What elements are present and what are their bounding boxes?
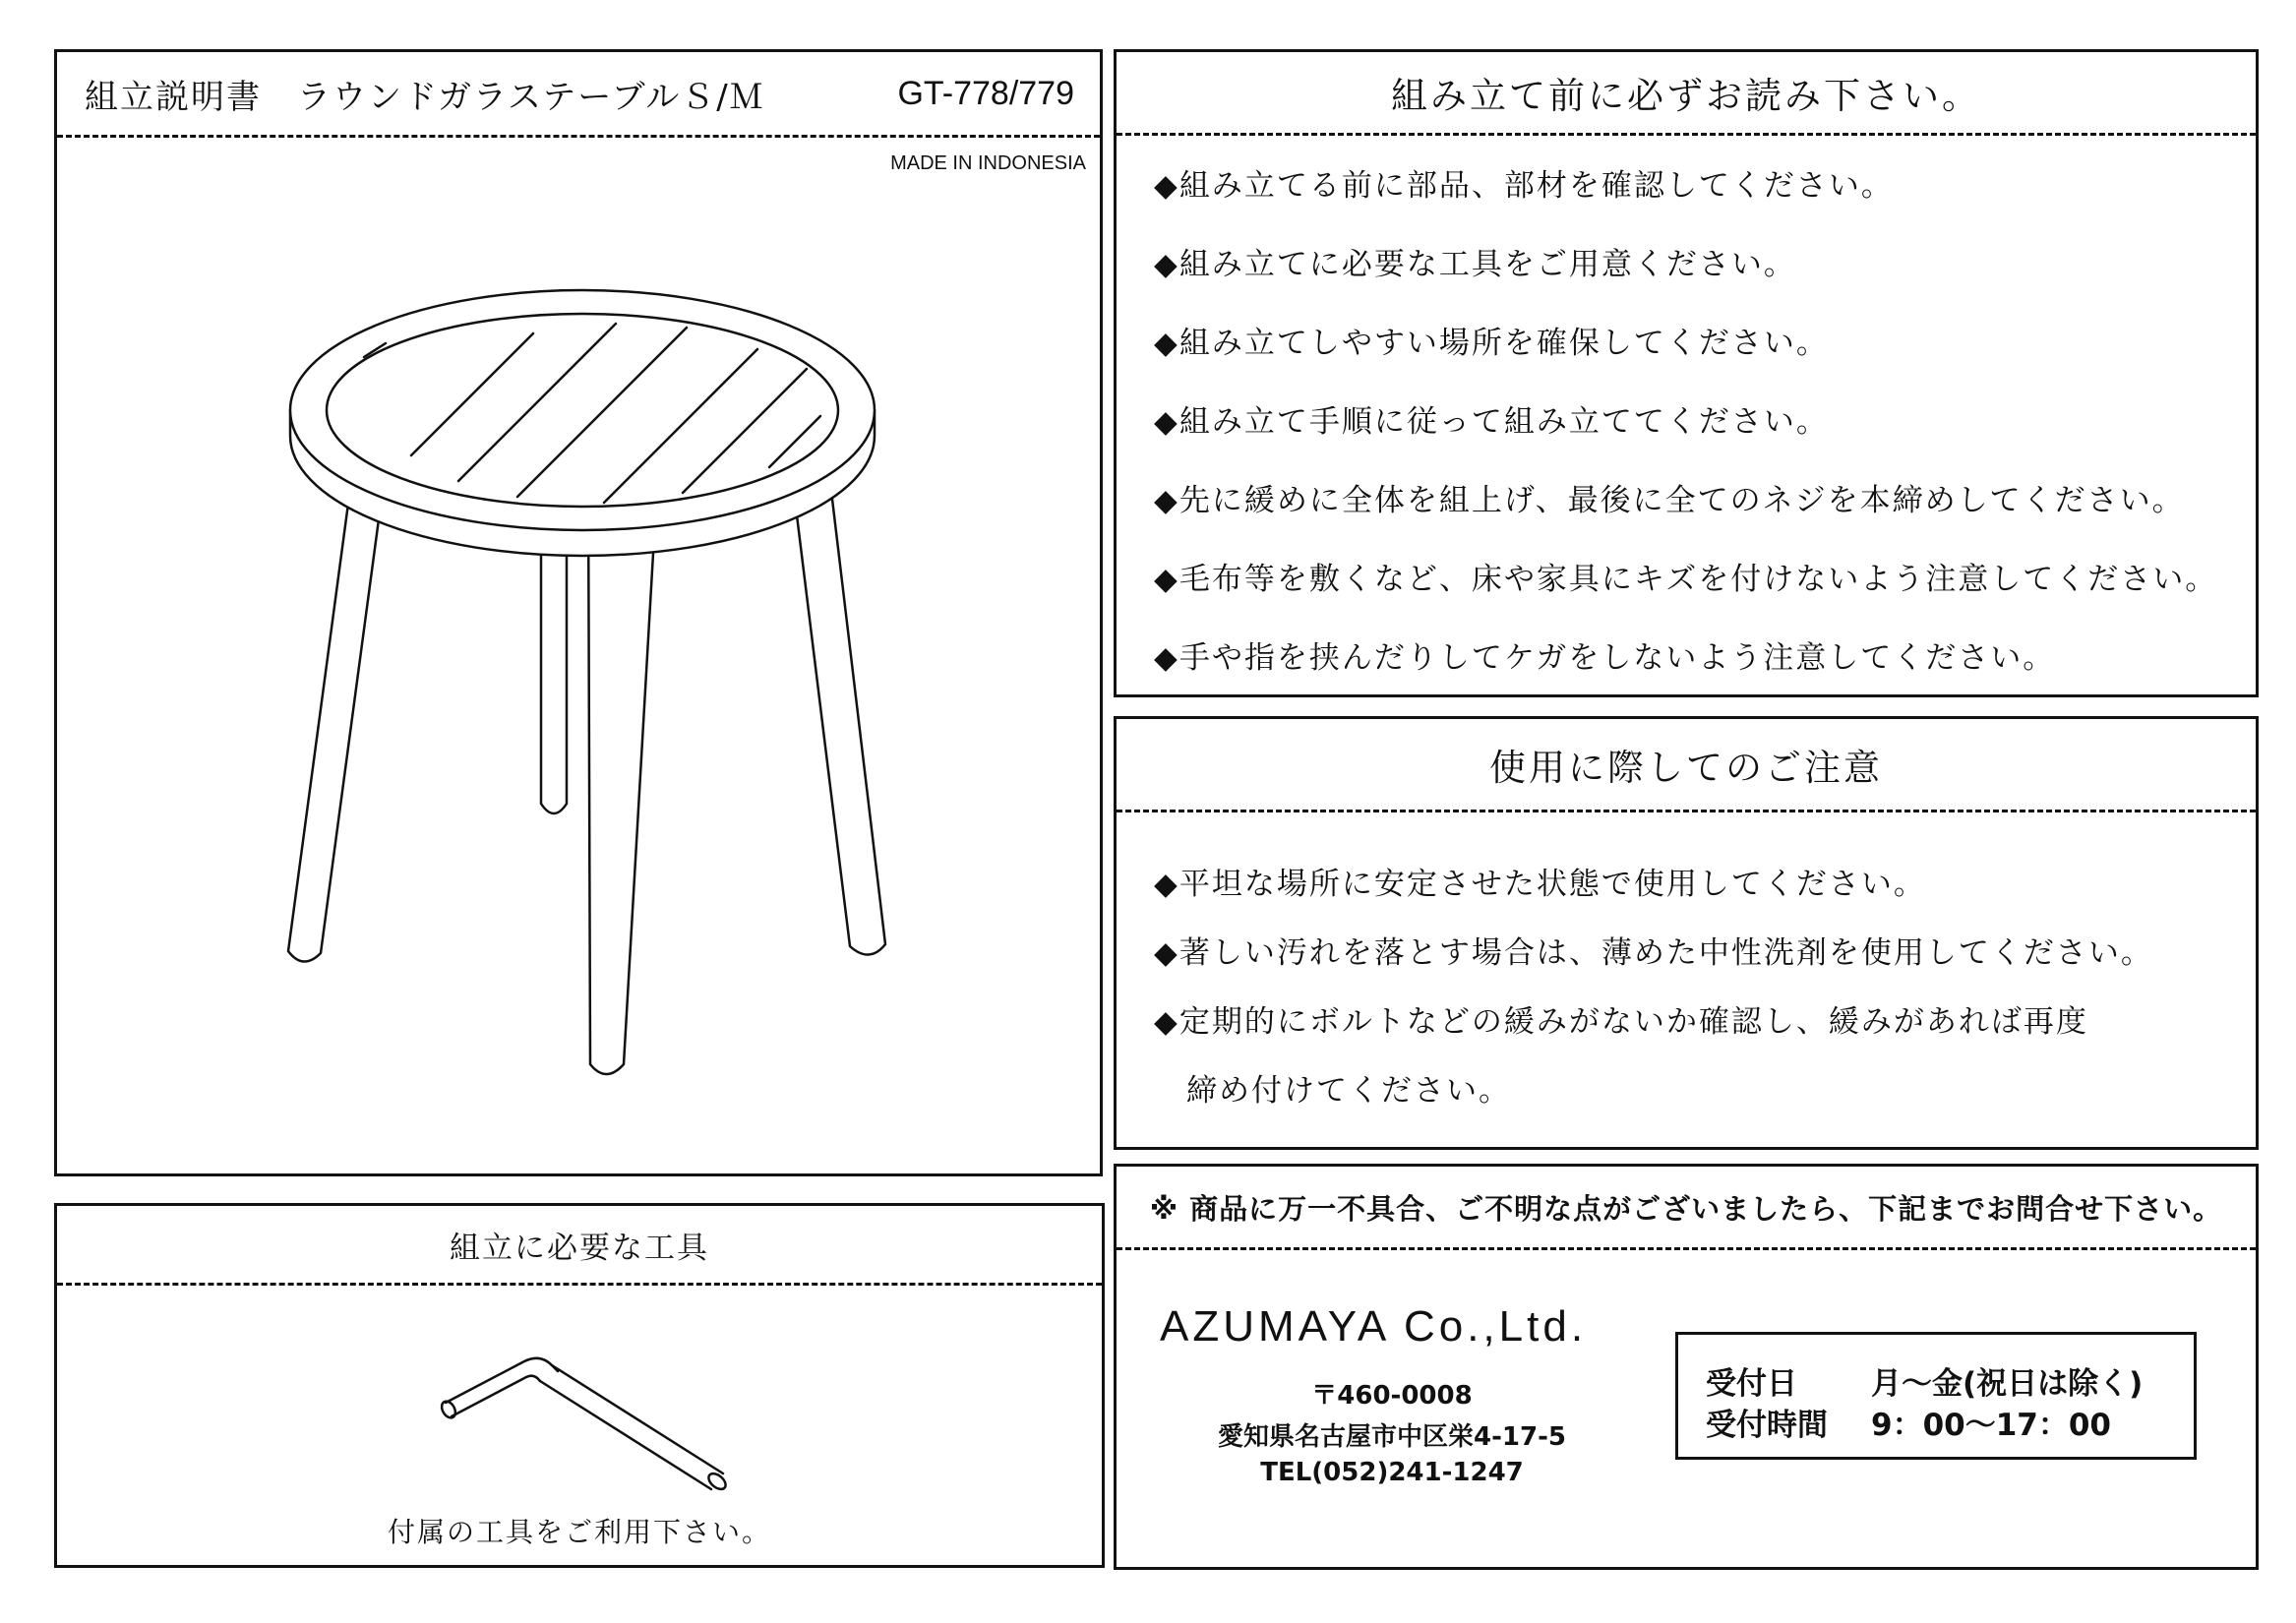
list-item: ◆平坦な場所に安定させた状態で使用してください。 [1154,867,1926,902]
origin-label: MADE IN INDONESIA [890,152,1086,174]
tools-caption: 付属の工具をご利用下さい。 [387,1516,771,1548]
list-item: 締め付けてください。 [1154,1073,1511,1109]
time-value: 9：00～17：00 [1871,1408,2111,1443]
tools-heading: 組立に必要な工具 [450,1230,709,1266]
before-divider [1117,133,2256,136]
document-title: 組立説明書 ラウンドガラステーブルＳ/Ｍ [85,77,765,117]
usage-heading: 使用に際してのご注意 [1489,747,1883,789]
list-item: ◆組み立てしやすい場所を確保してください。 [1154,326,1829,361]
before-heading: 組み立て前に必ずお読み下さい。 [1391,75,1981,117]
usage-list [1154,859,2153,1134]
title-header [57,52,1100,135]
contact-header [1117,1167,2256,1247]
list-item: ◆毛布等を敷くなど、床や家具にキズを付けないよう注意してください。 [1154,562,2218,597]
table-leg-front [588,481,657,1074]
title-panel [54,49,1103,1176]
usage-header [1117,719,2256,810]
business-hours-box [1675,1332,2197,1460]
postal-code: 〒460-0008 [1311,1381,1473,1411]
contact-divider [1117,1247,2256,1250]
address: 愛知県名古屋市中区栄4-17-5 [1218,1422,1566,1452]
list-item: ◆著しい汚れを落とす場合は、薄めた中性洗剤を使用してください。 [1154,935,2153,971]
before-list [1154,160,2217,711]
table-illustration [57,135,1100,1168]
tools-header [57,1206,1102,1283]
usage-panel [1114,716,2259,1150]
list-item: ◆手や指を挟んだりしてケガをしないよう注意してください。 [1154,640,2056,676]
list-item: ◆組み立てる前に部品、部材を確認してください。 [1154,168,1894,204]
table-rim-top [290,290,875,530]
days-value: 月～金(祝日は除く) [1871,1366,2144,1402]
list-item: ◆組み立てに必要な工具をご用意ください。 [1154,247,1796,282]
list-item: ◆定期的にボルトなどの緩みがないか確認し、緩みがあれば再度 [1154,1004,2088,1040]
telephone: TEL(052)241-1247 [1260,1458,1524,1487]
tools-panel [54,1203,1105,1568]
days-label: 受付日 [1706,1366,1797,1402]
before-assembly-panel [1114,49,2259,697]
table-leg-left [288,459,385,962]
company-name: AZUMAYA Co.,Ltd. [1160,1302,1588,1351]
hex-key-icon [428,1353,782,1511]
usage-divider [1117,810,2256,812]
table-leg-right [790,450,885,955]
list-item: ◆組み立て手順に従って組み立ててください。 [1154,404,1829,440]
contact-heading: ※ 商品に万一不具合、ご不明な点がございましたら、下記までお問合せ下さい。 [1149,1191,2223,1226]
list-item: ◆先に緩めに全体を組上げ、最後に全てのネジを本締めしてください。 [1154,483,2185,518]
contact-panel [1114,1164,2259,1570]
before-header [1117,52,2256,133]
model-number: GT-778/779 [897,74,1074,112]
time-label: 受付時間 [1706,1408,1828,1443]
tools-divider [57,1283,1102,1286]
